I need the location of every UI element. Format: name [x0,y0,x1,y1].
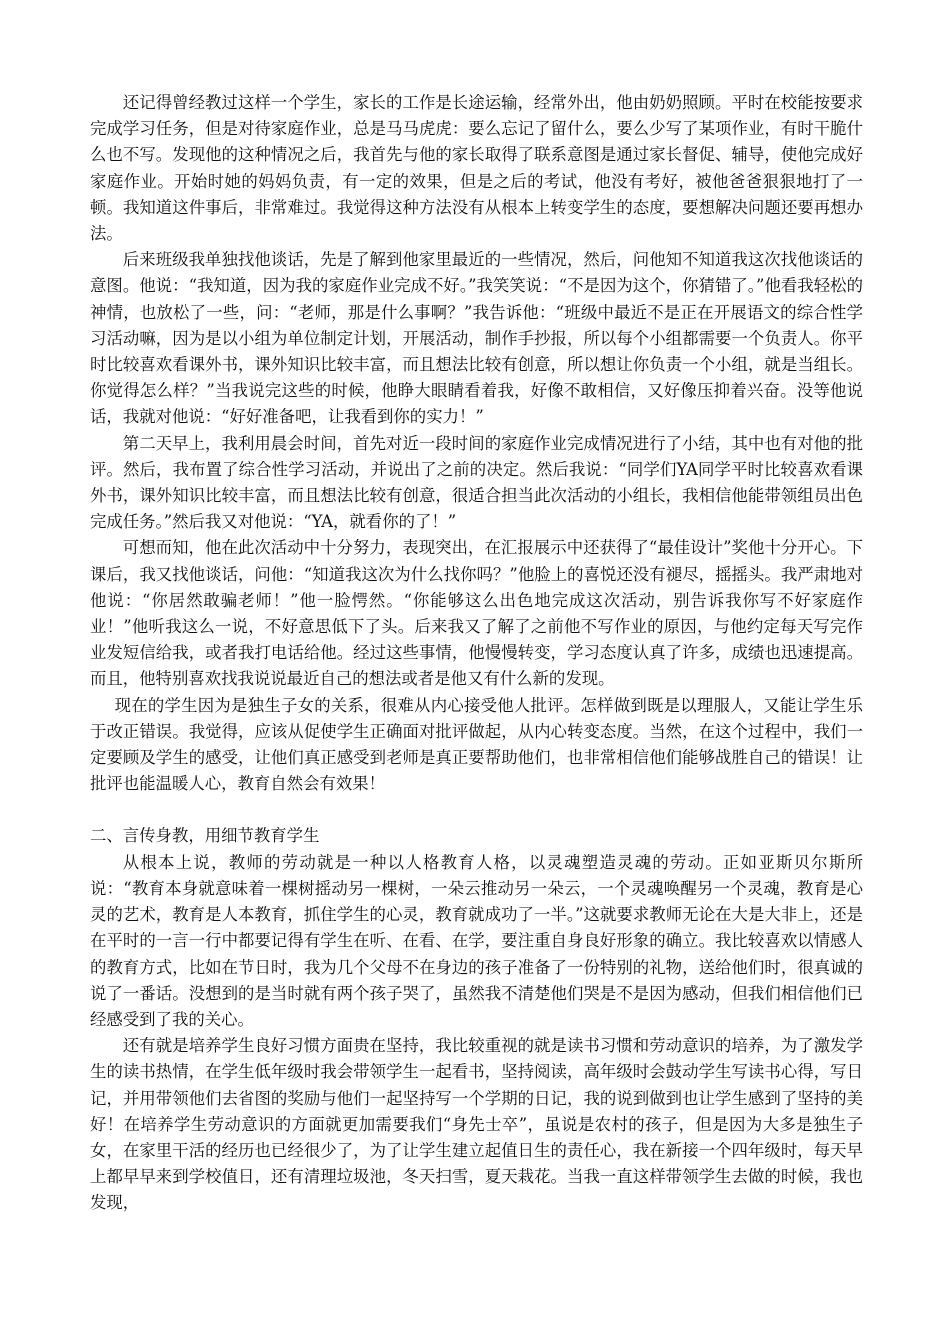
body-paragraph: 可想而知，他在此次活动中十分努力，表现突出，在汇报展示中还获得了“最佳设计”奖他十分开心。下课后，我又找他谈话，问他：“知道我这次为什么找你吗？”他脸上的喜悦还没有褪尽，摇摇头。我严肃地对他说：“你居然敢骗老师！”他一脸愕然。“你能够这么出色地完成这次活动，别告诉我你写不好家庭作业！”他听我这么一说，不好意思低下了头。后来我又了解了之前他不写作业的原因，与他约定每天写完作业发短信给我，或者我打电话给他。经过这些事情，他慢慢转变，学习态度认真了许多，成绩也迅速提高。而且，他特别喜欢找我说说最近自己的想法或者是他又有什么新的发现。 [90,538,863,689]
body-paragraph: 还记得曾经教过这样一个学生，家长的工作是长途运输，经常外出，他由奶奶照顾。平时在校能按要求完成学习任务，但是对待家庭作业，总是马马虎虎：要么忘记了留什么，要么少写了某项作业，有时干脆什么也不写。发现他的这种情况之后，我首先与他的家长取得了联系意图是通过家长督促、辅导，使他完成好家庭作业。开始时她的妈妈负责，有一定的效果，但是之后的考试，他没有考好，被他爸爸狠狠地打了一顿。我知道这件事后，非常难过。我觉得这种方法没有从根本上转变学生的态度，要想解决问题还要再想办法。 [90,93,863,244]
body-paragraph: 后来班级我单独找他谈话，先是了解到他家里最近的一些情况，然后，问他知不知道我这次找他谈话的意图。他说：“我知道，因为我的家庭作业完成不好。”我笑笑说：“不是因为这个，你猜错了。”他看我轻松的神情，也放松了一些，问：“老师，那是什么事啊？”我告诉他：“班级中最近不是正在开展语文的综合性学习活动嘛，因为是以小组为单位制定计划，开展活动，制作手抄报，所以每个小组都需要一个负责人。你平时比较喜欢看课外书，课外知识比较丰富，而且想法比较有创意，所以想让你负责一个小组，就是当组长。你觉得怎么样？”当我说完这些的时候，他睁大眼睛看着我，好像不敢相信，又好像压抑着兴奋。没等他说话，我就对他说：“好好准备吧，让我看到你的实力！” [90,250,863,427]
summary-paragraph: 现在的学生因为是独生子女的关系，很难从内心接受他人批评。怎样做到既是以理服人，又能让学生乐于改正错误。我觉得，应该从促使学生正确面对批评做起，从内心转变态度。当然，在这个过程中，我们一定要顾及学生的感受，让他们真正感受到老师是真正要帮助他们，也非常相信他们能够战胜自己的错误！让批评也能温暖人心，教育自然会有效果！ [90,695,863,794]
document-page [90,90,863,1217]
body-paragraph: 从根本上说，教师的劳动就是一种以人格教育人格，以灵魂塑造灵魂的劳动。正如亚斯贝尔斯所说：“教育本身就意味着一棵树摇动另一棵树，一朵云推动另一朵云，一个灵魂唤醒另一个灵魂，教育是心灵的艺术，教育是人本教育，抓住学生的心灵，教育就成功了一半。”这就要求教师无论在大是大非上，还是在平时的一言一行中都要记得有学生在听、在看、在学，要注重自身良好形象的确立。我比较喜欢以情感人的教育方式，比如在节日时，我为几个父母不在身边的孩子准备了一份特别的礼物，送给他们时，很真诚的说了一番话。没想到的是当时就有两个孩子哭了，虽然我不清楚他们哭是不是因为感动，但我们相信他们已经感受到了我的关心。 [90,852,863,1029]
body-paragraph: 第二天早上，我利用晨会时间，首先对近一段时间的家庭作业完成情况进行了小结，其中也有对他的批评。然后，我布置了综合性学习活动，并说出了之前的决定。然后我说：“同学们YA同学平时比较喜欢看课外书，课外知识比较丰富，而且想法比较有创意，很适合担当此次活动的小组长，我相信他能带领组员出色完成任务。”然后我又对他说：“YA，就看你的了！” [90,433,863,532]
body-paragraph: 还有就是培养学生良好习惯方面贵在坚持，我比较重视的就是读书习惯和劳动意识的培养，为了激发学生的读书热情，在学生低年级时我会带领学生一起看书，坚持阅读，高年级时会鼓动学生写读书心得，写日记，并用带领他们去省图的奖励与他们一起坚持写一个学期的日记，我的说到做到也让学生感到了坚持的美好！在培养学生劳动意识的方面就更加需要我们“身先士卒”，虽说是农村的孩子，但是因为大多是独生子女，在家里干活的经历也已经很少了，为了让学生建立起值日生的责任心，我在新接一个四年级时，每天早上都早早来到学校值日，还有清理垃圾池，冬天扫雪，夏天栽花。当我一直这样带领学生去做的时候，我也发现， [90,1036,863,1213]
section-heading: 二、言传身教，用细节教育学生 [90,826,320,846]
paragraph-spacer [90,797,863,823]
